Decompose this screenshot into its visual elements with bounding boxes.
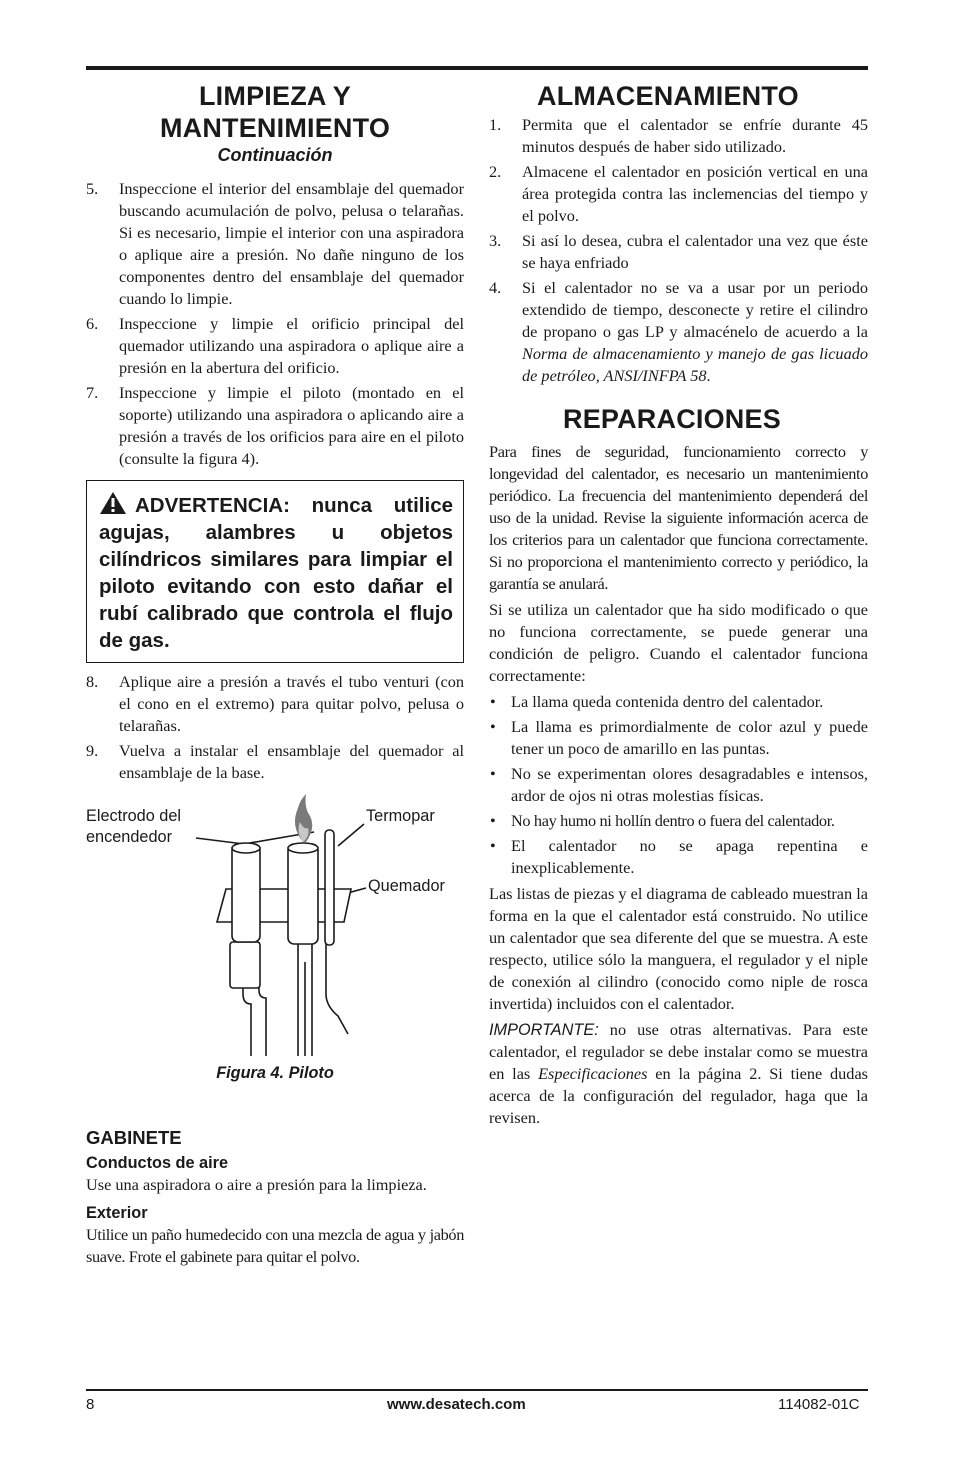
criteria-list [489, 691, 868, 879]
label-burner: Quemador [368, 877, 445, 895]
criteria-text: La llama queda contenida dentro del calentador. [511, 692, 824, 711]
criteria-text: No hay humo ni hollín dentro o fuera del calentador. [511, 811, 835, 830]
step-item [86, 313, 464, 379]
step-text: Inspeccione y limpie el piloto (montado en el soporte) utilizando una aspiradora o aplicando aire a presión a través de los orificios para aire en el piloto (consulte la figura 4). [119, 383, 464, 468]
bullet-icon: • [490, 836, 496, 855]
bullet-icon: • [490, 811, 496, 830]
cleaning-steps-list-2 [86, 671, 464, 784]
step-text: Inspeccione el interior del ensamblaje del quemador buscando acumulación de polvo, pelusa o telarañas. Si es necesario, limpie el interior con una aspiradora o aplique aire a presión. No dañe ninguno de los componentes dentro del ensamblaje del quemador cuando lo limpie. [119, 179, 464, 308]
air-ducts-heading: Conductos de aire [86, 1154, 229, 1172]
leader-electrode [196, 838, 244, 844]
step-number: 8. [86, 672, 99, 691]
figure-caption: Figura 4. Piloto [216, 1064, 334, 1082]
step-number: 7. [86, 383, 99, 402]
section-title-repairs: REPARACIONES [563, 404, 781, 434]
step-item [86, 740, 464, 784]
repairs-paragraph-1: Para fines de seguridad, funcionamiento correcto y longevidad del calentador, es necesario un mantenimiento periódico. La frecuencia del mantenimiento dependerá del uso de la unidad. Revise la siguiente información acerca de los criterios para un calentador que funciona correctamente. Si no proporciona el mantenimiento correcto y periódico, la garantía se anulará. [489, 442, 868, 593]
step-number: 4. [489, 278, 502, 297]
step-text: Permita que el calentador se enfríe durante 45 minutos después de haber sido utilizado. [522, 115, 868, 156]
step-text-end: . [706, 366, 711, 385]
storage-steps-list [489, 114, 868, 274]
warning-text: ADVERTENCIA: nunca utilice agujas, alambres u objetos cilíndricos similares para limpiar el piloto evitando con esto dañar el rubí calibrado que controla el flujo de gas. [99, 494, 453, 652]
standard-reference: Norma de almacenamiento y manejo de gas licuado de petróleo, ANSI/INFPA 58 [522, 344, 868, 385]
step-number: 3. [489, 231, 502, 250]
step-item [489, 230, 868, 274]
important-text-b: en la página 2. Si tiene dudas acerca de la configuración del regulador, haga que la revisen. [489, 1064, 869, 1127]
criteria-item [489, 835, 868, 879]
exterior-heading: Exterior [86, 1204, 148, 1222]
step-text: Si así lo desea, cubra el calentador una vez que éste se haya enfriado [522, 231, 868, 272]
step-item [86, 671, 464, 737]
important-label: IMPORTANTE: [489, 1021, 599, 1039]
step-text: Vuelva a instalar el ensamblaje del quemador al ensamblaje de la base. [119, 741, 464, 782]
page-number: 8 [86, 1396, 95, 1413]
website-link[interactable]: www.desatech.com [387, 1396, 526, 1413]
bullet-icon: • [490, 717, 496, 736]
step-number: 1. [489, 115, 502, 134]
pilot-figure [86, 794, 464, 1094]
criteria-text: El calentador no se apaga repentina e inexplicablemente. [511, 836, 868, 877]
section-title-storage: ALMACENAMIENTO [537, 81, 799, 111]
step-item [489, 161, 868, 227]
step-text: Aplique aire a presión a través el tubo venturi (con el cono en el extremo) para quitar polvo, pelusa o telarañas. [119, 672, 464, 735]
step-item [489, 114, 868, 158]
bullet-icon: • [490, 764, 496, 783]
label-electrode-line-2: encendedor [86, 828, 173, 846]
specifications-reference: Especificaciones [538, 1064, 648, 1083]
left-column [86, 80, 464, 1272]
bullet-icon: • [490, 692, 496, 711]
step-number: 5. [86, 179, 99, 198]
criteria-item [489, 691, 868, 713]
criteria-text: La llama es primordialmente de color azul y puede tener un poco de amarillo en las puntas. [511, 717, 868, 758]
step-text: Inspeccione y limpie el orificio principal del quemador utilizando una aspiradora o aplique aire a presión en la abertura del orificio. [119, 314, 464, 377]
step-item [86, 178, 464, 310]
step-text: Si el calentador no se va a usar por un periodo extendido de tiempo, desconecte y retire el cilindro de propano o gas LP y almacénelo de acuerdo a la [522, 278, 868, 341]
section-title-cleaning [86, 80, 464, 144]
label-thermocouple: Termopar [366, 807, 435, 825]
title-line-2: MANTENIMIENTO [159, 113, 391, 143]
warning-box [86, 480, 464, 663]
cabinet-heading: GABINETE [86, 1127, 182, 1148]
section-subtitle: Continuación [217, 145, 333, 165]
step-number: 6. [86, 314, 99, 333]
repairs-paragraph-3: Las listas de piezas y el diagrama de cableado muestran la forma en la que el calentador está construido. No utilice un calentador que sea diferente del que se muestra. A este respecto, utilice sólo la manguera, el regulador y el niple de conexión al cilindro (conocido como niple de rosca invertida) incluidos con el calentador. [489, 884, 868, 1013]
air-ducts-text: Use una aspiradora o aire a presión para la limpieza. [86, 1175, 427, 1194]
title-line-1: LIMPIEZA Y [198, 81, 352, 111]
criteria-item [489, 716, 868, 760]
criteria-item [489, 763, 868, 807]
warning-triangle-icon [99, 491, 127, 515]
step-number: 9. [86, 741, 99, 760]
criteria-text: No se experimentan olores desagradables e intensos, ardor de ojos ni otras molestias físicas. [511, 764, 868, 805]
right-column [489, 80, 868, 1133]
exterior-text: Utilice un paño humedecido con una mezcla de agua y jabón suave. Frote el gabinete para quitar el polvo. [86, 1225, 464, 1266]
cleaning-steps-list [86, 178, 464, 470]
repairs-paragraph-2: Si se utiliza un calentador que ha sido modificado o que no funciona correctamente, se puede generar una condición de peligro. Cuando el calentador funciona correctamente: [489, 600, 868, 685]
step-number: 2. [489, 162, 502, 181]
criteria-item [489, 810, 868, 832]
storage-step-4 [489, 277, 868, 387]
bottom-rule [86, 1389, 868, 1391]
storage-step-4-list [489, 277, 868, 387]
important-text-a: no use otras alternativas. Para este calentador, el regulador se debe instalar como se muestra en las [489, 1020, 868, 1083]
step-text: Almacene el calentador en posición vertical en una área protegida contra las inclemencias del tiempo y el polvo. [522, 162, 868, 225]
document-number: 114082-01C [778, 1396, 860, 1413]
important-paragraph [489, 1019, 868, 1129]
top-rule [86, 66, 868, 70]
pilot-drawing [86, 794, 464, 1056]
step-item [86, 382, 464, 470]
leader-thermocouple [338, 824, 364, 846]
label-electrode-line-1: Electrodo del [86, 807, 182, 825]
